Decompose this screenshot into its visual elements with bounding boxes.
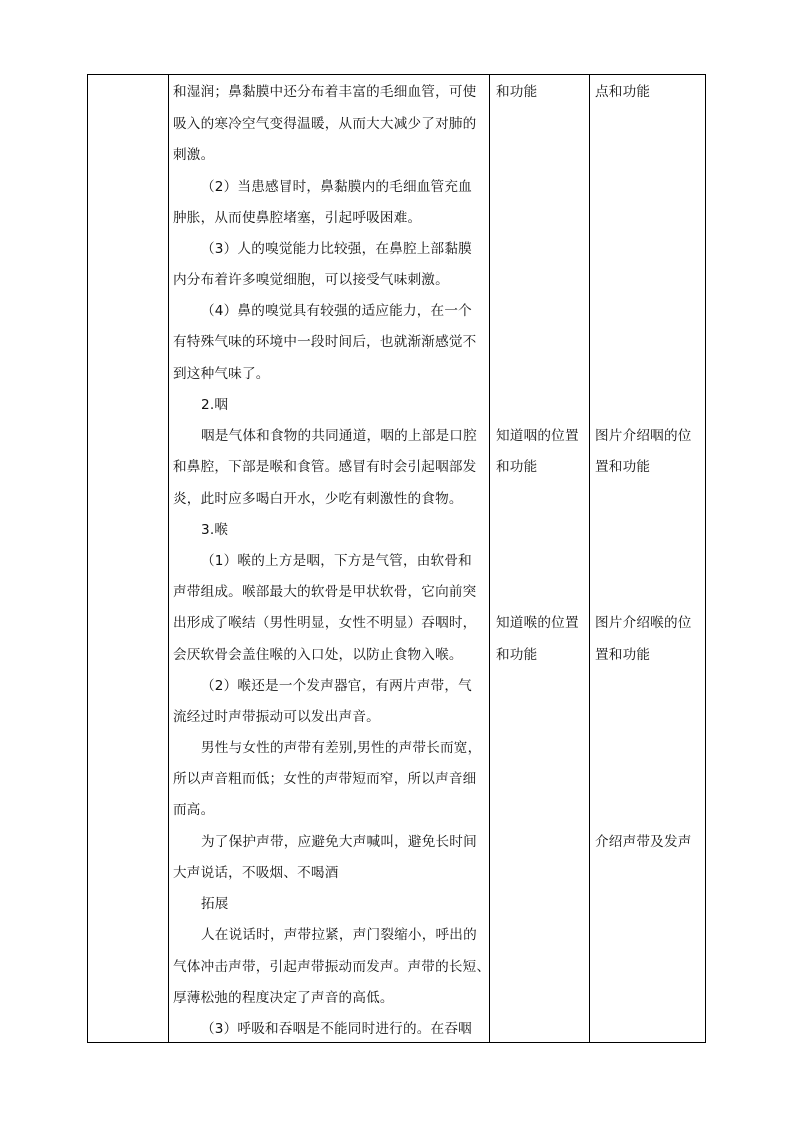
section-heading-extension: 拓展 (201, 896, 229, 912)
goal-line: 和功能 (496, 84, 538, 100)
content-line: 刺激。 (173, 147, 215, 163)
content-line: 出形成了喉结（男性明显，女性不明显）吞咽时， (173, 615, 477, 631)
section-heading-pharynx: 2.咽 (201, 397, 229, 413)
method-line: 图片介绍喉的位 (595, 615, 692, 631)
content-line: 而高。 (173, 802, 215, 818)
content-line: （3）呼吸和吞咽是不能同时进行的。在吞咽 (201, 1021, 472, 1037)
method-line: 点和功能 (595, 84, 651, 100)
section-heading-larynx: 3.喉 (201, 522, 229, 538)
goal-line: 和功能 (496, 459, 538, 475)
column-divider-1 (168, 75, 169, 1042)
content-line: 炎，此时应多喝白开水，少吃有刺激性的食物。 (173, 491, 463, 507)
content-line: （2）喉还是一个发声器官，有两片声带，气 (201, 678, 472, 694)
content-line: 会厌软骨会盖住喉的入口处，以防止食物入喉。 (173, 647, 463, 663)
content-line: 和湿润；鼻黏膜中还分布着丰富的毛细血管，可使 (173, 84, 477, 100)
content-line: 内分布着许多嗅觉细胞，可以接受气味刺激。 (173, 272, 449, 288)
content-line: （2）当患感冒时，鼻黏膜内的毛细血管充血 (201, 179, 472, 195)
content-line: 和鼻腔，下部是喉和食管。感冒有时会引起咽部发 (173, 459, 477, 475)
content-line: 有特殊气味的环境中一段时间后，也就渐渐感觉不 (173, 334, 477, 350)
content-line: （1）喉的上方是咽，下方是气管，由软骨和 (201, 553, 472, 569)
content-line: 流经过时声带振动可以发出声音。 (173, 709, 380, 725)
content-line: 声带组成。喉部最大的软骨是甲状软骨，它向前突 (173, 584, 477, 600)
content-line: 肿胀，从而使鼻腔堵塞，引起呼吸困难。 (173, 210, 422, 226)
content-line: （4）鼻的嗅觉具有较强的适应能力，在一个 (201, 303, 472, 319)
method-line: 置和功能 (595, 459, 651, 475)
content-line: （3）人的嗅觉能力比较强，在鼻腔上部黏膜 (201, 241, 472, 257)
content-line: 咽是气体和食物的共同通道，咽的上部是口腔 (201, 428, 477, 444)
content-line: 到这种气味了。 (173, 366, 270, 382)
content-line: 为了保护声带，应避免大声喊叫，避免长时间 (201, 834, 477, 850)
content-line: 男性与女性的声带有差别,男性的声带长而宽， (201, 740, 482, 756)
content-line: 大声说话，不吸烟、不喝酒 (173, 865, 339, 881)
method-line: 图片介绍咽的位 (595, 428, 692, 444)
content-line: 所以声音粗而低；女性的声带短而窄，所以声音细 (173, 771, 477, 787)
content-line: 吸入的寒冷空气变得温暖，从而大大减少了对肺的 (173, 116, 477, 132)
goal-line: 和功能 (496, 647, 538, 663)
content-line: 人在说话时，声带拉紧，声门裂缩小，呼出的 (201, 927, 477, 943)
column-divider-3 (589, 75, 590, 1042)
content-line: 厚薄松弛的程度决定了声音的高低。 (173, 990, 394, 1006)
content-line: 气体冲击声带，引起声带振动而发声。声带的长短、 (173, 959, 491, 975)
goal-line: 知道咽的位置 (496, 428, 579, 444)
method-line: 置和功能 (595, 647, 651, 663)
method-line: 介绍声带及发声 (595, 834, 692, 850)
goal-line: 知道喉的位置 (496, 615, 579, 631)
column-divider-2 (489, 75, 490, 1042)
